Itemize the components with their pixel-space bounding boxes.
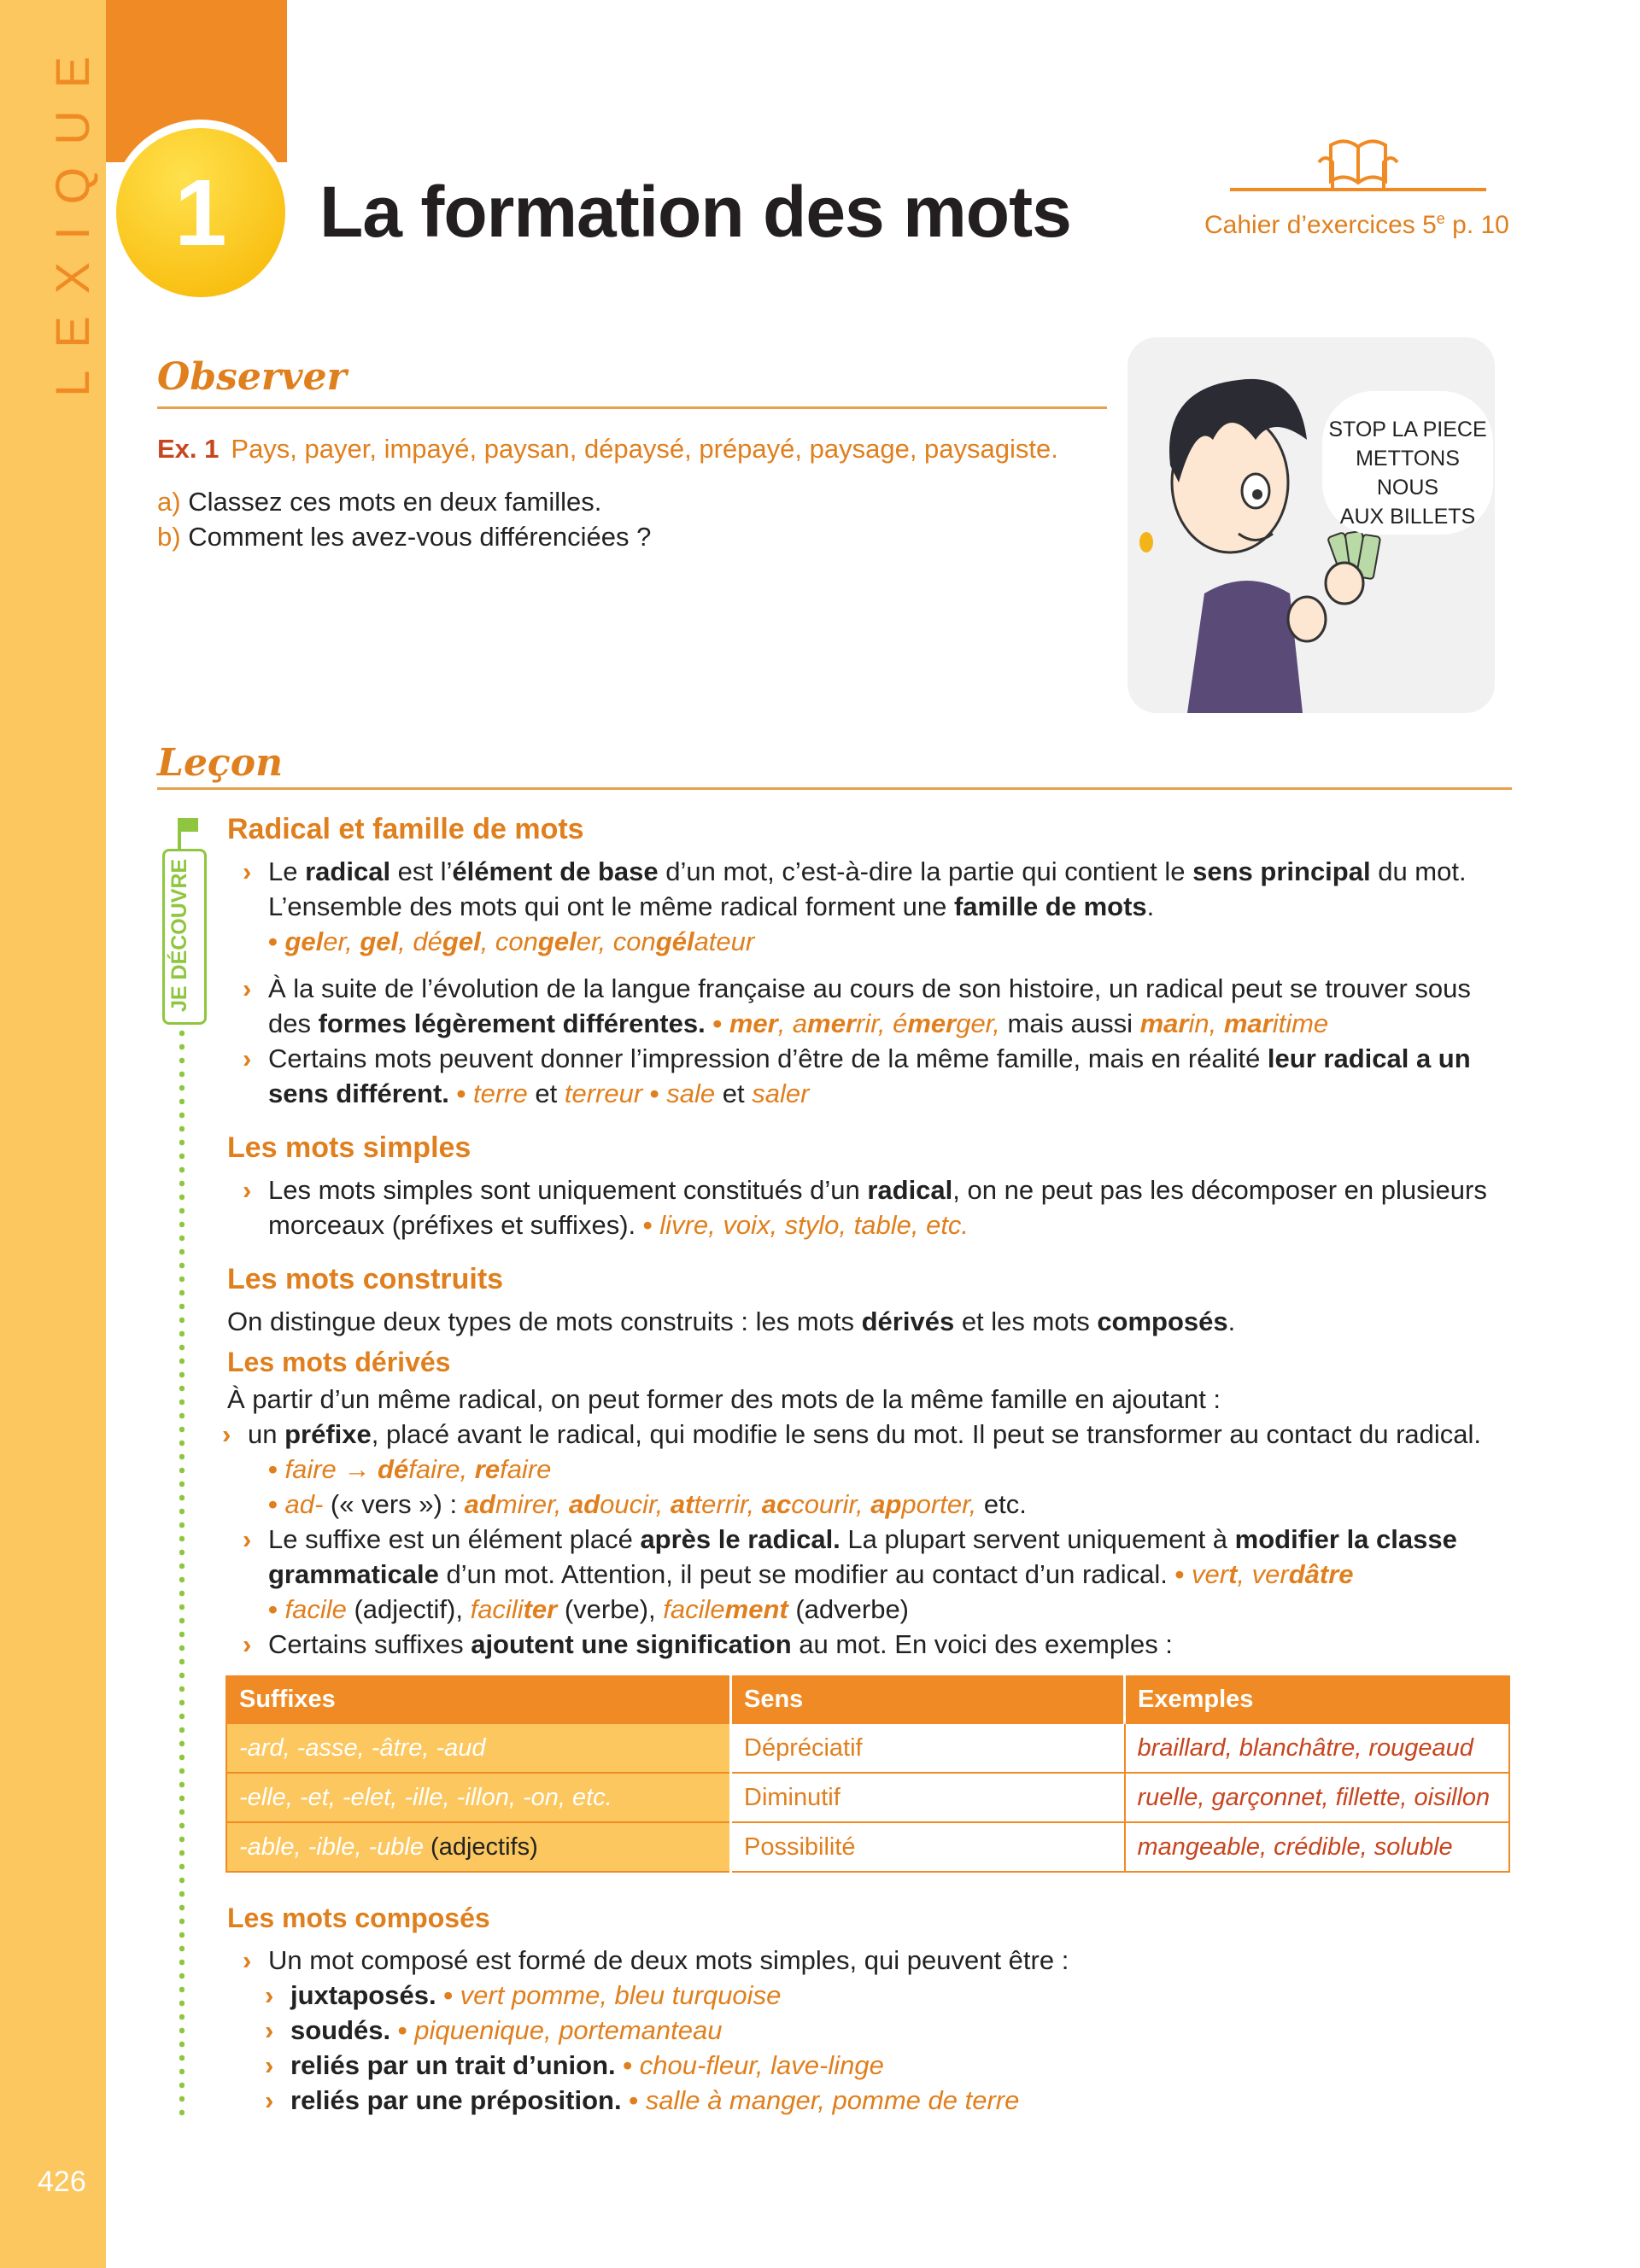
- list-item: › Le suffixe est un élément placé après le radical. La plupart servent uniquement à modifier la classe grammaticale d’un mot. Attention, il peut se modifier au contact d’un radical. • vert, verdâtre: [243, 1524, 1457, 1589]
- section-mots-simples: Les mots simples: [227, 1131, 472, 1164]
- table-row: -ard, -asse, -âtre, -aud Dépréciatif braillard, blanchâtre, rougeaud: [226, 1723, 1509, 1773]
- section-mots-derives: Les mots dérivés: [227, 1347, 451, 1377]
- dotted-guide: [179, 1026, 184, 2118]
- list-item: › soudés. • piquenique, portemanteau: [265, 2015, 723, 2045]
- page-title: La formation des mots: [319, 172, 1071, 252]
- table-header: Sens: [731, 1676, 1125, 1723]
- page-number: 426: [38, 2166, 86, 2198]
- exercise-reference: Cahier d’exercices 5e p. 10: [1204, 210, 1509, 239]
- question-a: a) Classez ces mots en deux familles.: [157, 487, 602, 517]
- section-label: LEXIQUE: [45, 34, 99, 397]
- table-row: -elle, -et, -elet, -ille, -illon, -on, etc. Diminutif ruelle, garçonnet, fillette, oisillon: [226, 1773, 1509, 1822]
- chapter-number: 1: [116, 128, 285, 297]
- lecon-heading: Leçon: [157, 741, 284, 785]
- example-line: • facile (adjectif), faciliter (verbe), facilement (adverbe): [268, 1594, 910, 1624]
- list-item: › À la suite de l’évolution de la langue française au cours de son histoire, un radical peut se trouver sous des formes légèrement différentes. • mer, amerrir, émerger, mais aussi marin, maritime: [243, 973, 1471, 1038]
- suffix-table: [226, 1675, 1510, 1873]
- table-header: Exemples: [1125, 1676, 1510, 1723]
- derives-intro: À partir d’un même radical, on peut former des mots de la même famille en ajoutant :: [227, 1384, 1221, 1414]
- list-item: › Les mots simples sont uniquement constitués d’un radical, on ne peut pas les décomposer en plusieurs morceaux (préfixes et suffixes). • livre, voix, stylo, table, etc.: [243, 1175, 1487, 1240]
- list-item: › Le radical est l’élément de base d’un mot, c’est-à-dire la partie qui contient le sens principal du mot. L’ensemble des mots qui ont le même radical forment une famille de mots.: [243, 856, 1467, 921]
- table-row: -able, -ible, -uble (adjectifs) Possibilité mangeable, crédible, soluble: [226, 1822, 1509, 1872]
- table-header: Suffixes: [226, 1676, 731, 1723]
- section-radical: Radical et famille de mots: [227, 813, 584, 845]
- section-mots-composes: Les mots composés: [227, 1903, 490, 1933]
- observer-rule: [157, 406, 1107, 409]
- list-item: › Certains suffixes ajoutent une signification au mot. En voici des exemples :: [243, 1629, 1173, 1659]
- exercise-1: Ex. 1 Pays, payer, impayé, paysan, dépaysé, prépayé, paysage, paysagiste.: [157, 434, 1058, 464]
- lesson-content: [222, 810, 1512, 2118]
- list-item: › reliés par un trait d’union. • chou-fleur, lave-linge: [265, 2050, 884, 2080]
- question-b: b) Comment les avez-vous différenciées ?: [157, 522, 652, 552]
- list-item: › Certains mots peuvent donner l’impression d’être de la même famille, mais en réalité leur radical a un sens différent. • terre et terreur • sale et saler: [243, 1043, 1471, 1108]
- example-line: • geler, gel, dégel, congeler, congélateur: [268, 926, 755, 956]
- list-item: › juxtaposés. • vert pomme, bleu turquoise: [265, 1980, 782, 2010]
- observer-heading: Observer: [157, 355, 347, 399]
- construits-intro: On distingue deux types de mots construits : les mots dérivés et les mots composés.: [227, 1306, 1236, 1336]
- flag-icon: [181, 818, 198, 832]
- list-item: › reliés par une préposition. • salle à manger, pomme de terre: [265, 2085, 1020, 2115]
- list-item: › un préfixe, placé avant le radical, qui modifie le sens du mot. Il peut se transformer au contact du radical.: [222, 1419, 1482, 1449]
- list-item: › Un mot composé est formé de deux mots simples, qui peuvent être :: [243, 1945, 1069, 1975]
- example-line: • ad- (« vers ») : admirer, adoucir, atterrir, accourir, apporter, etc.: [268, 1489, 1027, 1519]
- lecon-rule: [157, 787, 1512, 790]
- speech-bubble: STOP LA PIECE METTONS NOUS AUX BILLETS: [1322, 391, 1493, 535]
- section-mots-construits: Les mots construits: [227, 1263, 504, 1295]
- example-line: • faire → défaire, refaire: [268, 1454, 552, 1484]
- open-book-icon: [1230, 128, 1486, 196]
- je-decouvre-label: JE DÉCOUVRE: [167, 858, 191, 1012]
